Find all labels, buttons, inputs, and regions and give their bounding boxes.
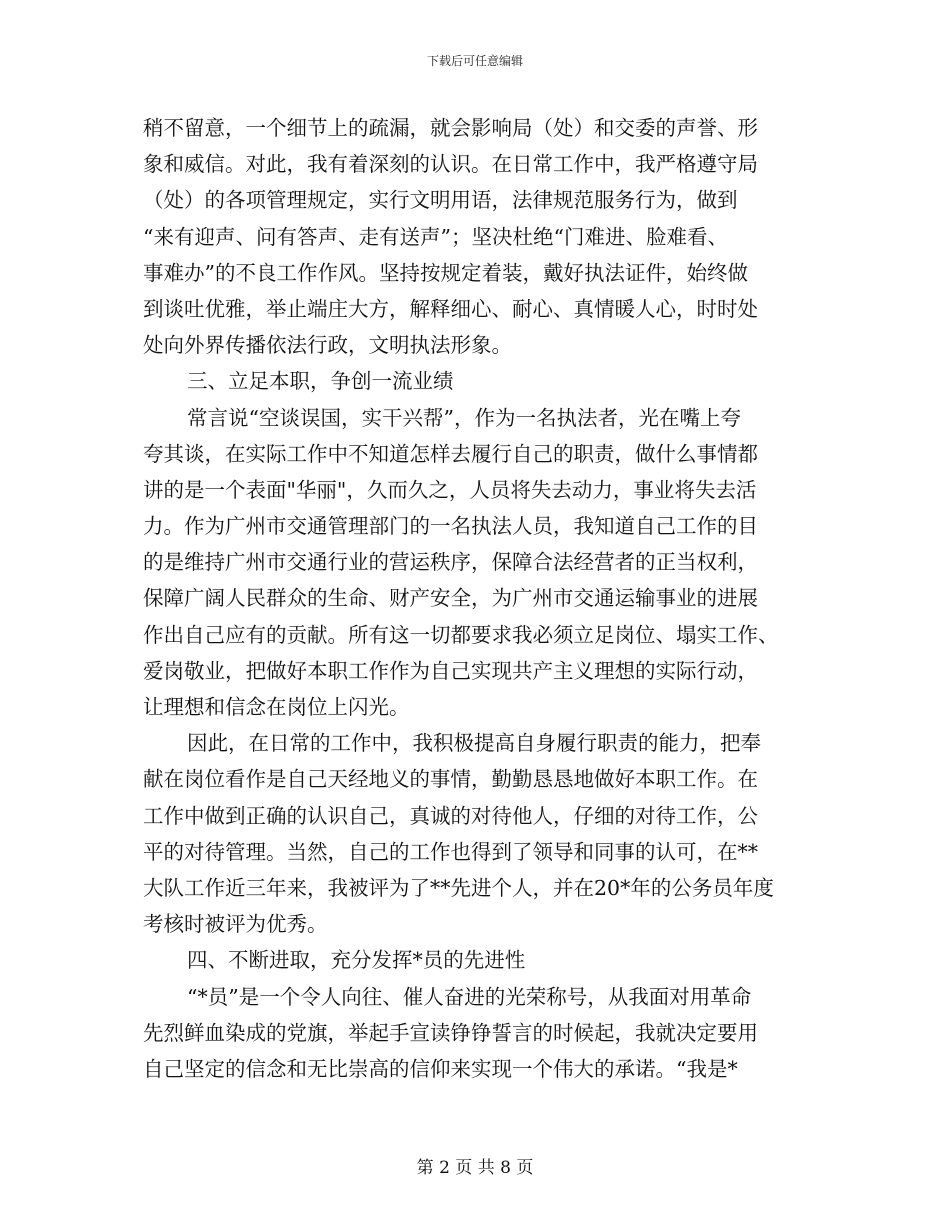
text-line: 保障广阔人民群众的生命、财产安全，为广州市交通运输事业的进展 <box>143 586 758 611</box>
text-line: 常言说“空谈误国，实干兴帮”，作为一名执法者，光在嘴上夸 <box>187 405 741 430</box>
document-body <box>143 110 823 1087</box>
text-line: “*员”是一个令人向往、催人奋进的光荣称号，从我面对用革命 <box>187 984 752 1009</box>
text-line: 稍不留意，一个细节上的疏漏，就会影响局（处）和交委的声誉、形 <box>143 116 758 140</box>
text-line: 平的对待管理。当然，自己的工作也得到了领导和同事的认可，在** <box>143 839 758 864</box>
text-line: 讲的是一个表面"华丽"，久而久之，人员将失去动力，事业将失去活 <box>143 477 757 502</box>
text-line: 力。作为广州市交通管理部门的一名执法人员，我知道自己工作的目 <box>143 514 758 539</box>
text-line: 考核时被评为优秀。 <box>143 912 328 937</box>
text-line: 因此，在日常的工作中，我积极提高自身履行职责的能力，把奉 <box>187 731 761 756</box>
text-line: 大队工作近三年来，我被评为了**先进个人，并在20*年的公务员年度 <box>143 875 774 900</box>
text-line: “来有迎声、问有答声、走有送声”；坚决杜绝“门难进、脸难看、 <box>143 224 728 249</box>
text-line: 夸其谈，在实际工作中不知道怎样去履行自己的职责，做什么事情都 <box>143 441 758 466</box>
text-line: 爱岗敬业，把做好本职工作作为自己实现共产主义理想的实际行动， <box>143 658 758 683</box>
text-line: 事难办”的不良工作作风。坚持按规定着装，戴好执法证件，始终做 <box>143 260 748 285</box>
text-line: 自己坚定的信念和无比崇高的信仰来实现一个伟大的承诺。“我是* <box>143 1056 738 1081</box>
section-heading: 四、不断进取，充分发挥*员的先进性 <box>187 948 526 973</box>
text-line: 作出自己应有的贡献。所有这一切都要求我必须立足岗位、塌实工作、 <box>143 622 779 647</box>
text-line: 处向外界传播依法行政，文明执法形象。 <box>143 333 512 358</box>
text-line: 象和威信。对此，我有着深刻的认识。在日常工作中，我严格遵守局 <box>143 152 758 177</box>
text-line: 到谈吐优雅，举止端庄大方，解释细心、耐心、真情暖人心，时时处 <box>143 296 758 321</box>
text-line: （处）的各项管理规定，实行文明用语，法律规范服务行为，做到 <box>143 188 738 213</box>
text-line: 献在岗位看作是自己天经地义的事情，勤勤恳恳地做好本职工作。在 <box>143 767 758 792</box>
page-header: 下载后可任意编辑 <box>426 54 523 68</box>
page-number: 第 2 页 共 8 页 <box>416 1158 534 1178</box>
text-line: 让理想和信念在岗位上闪光。 <box>143 695 410 719</box>
section-heading: 三、立足本职，争创一流业绩 <box>187 369 454 394</box>
text-line: 工作中做到正确的认识自己，真诚的对待他人，仔细的对待工作，公 <box>143 803 758 828</box>
text-line: 先烈鲜血染成的党旗，举起手宣读铮铮誓言的时候起，我就决定要用 <box>143 1020 758 1045</box>
text-line: 的是维持广州市交通行业的营运秩序，保障合法经营者的正当权利， <box>143 550 758 575</box>
